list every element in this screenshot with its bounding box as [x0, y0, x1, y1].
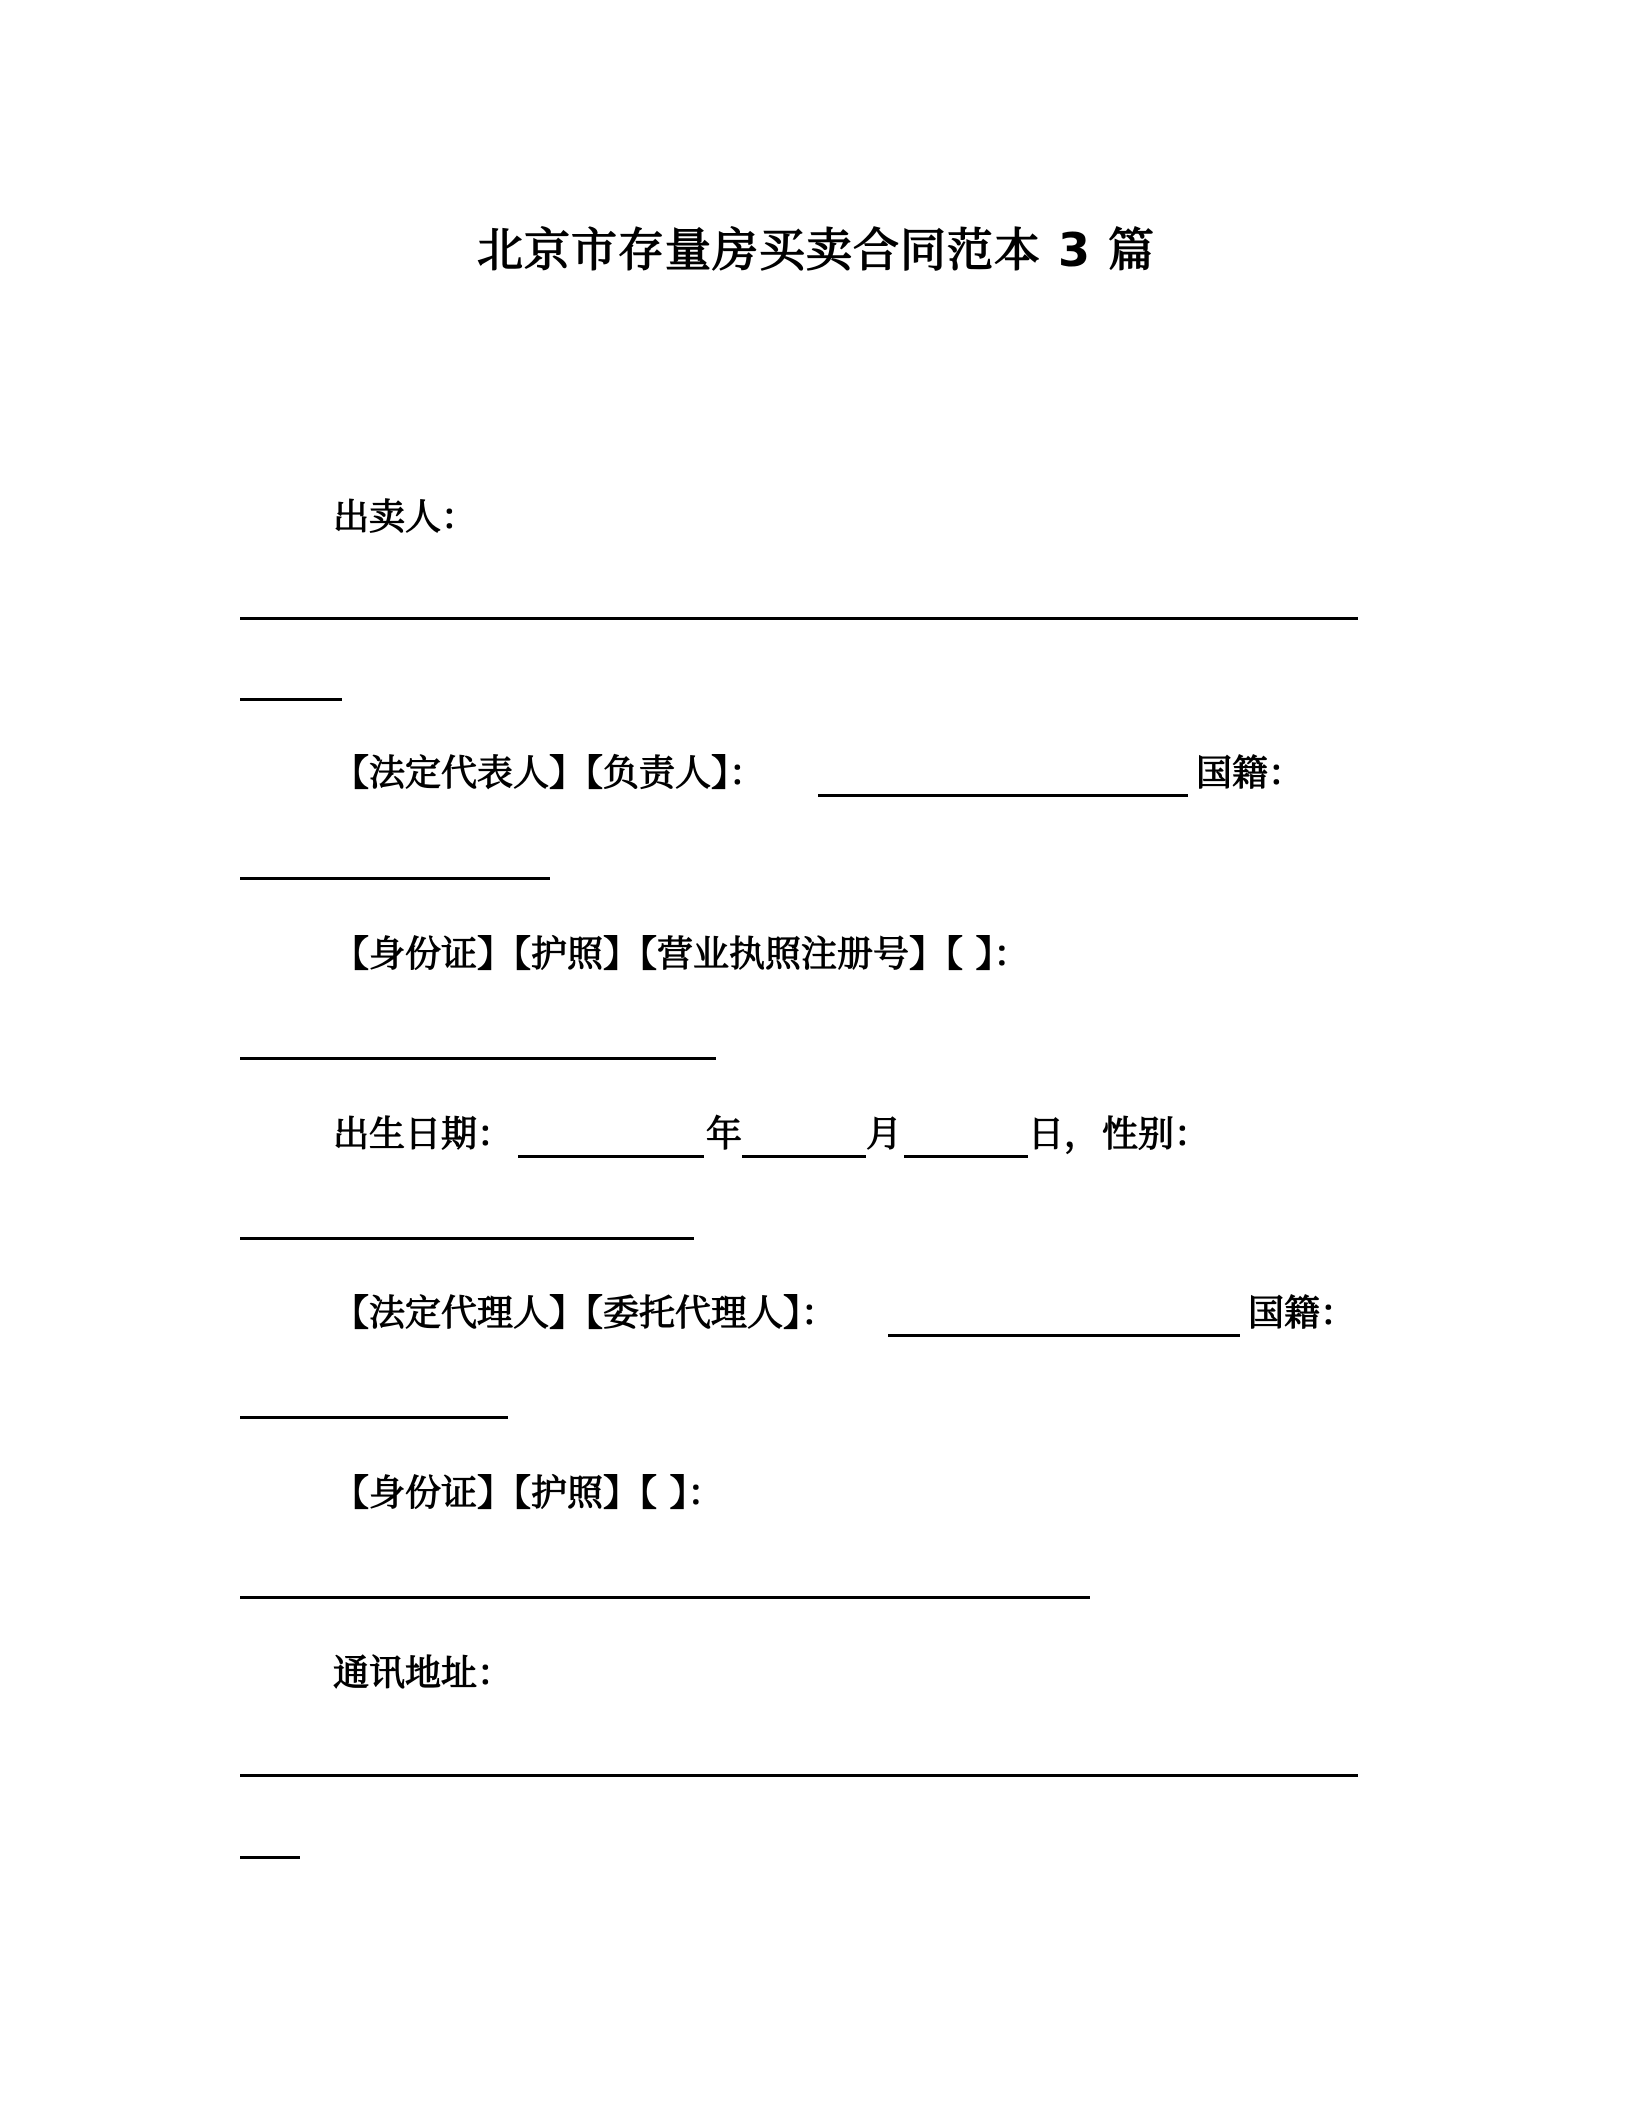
address-blank-line-2: [240, 1856, 300, 1859]
birth-date-label: 出生日期：: [333, 1114, 514, 1155]
id-license-blank: [240, 1057, 716, 1060]
gender-label: 性别：: [1102, 1114, 1211, 1155]
birth-day-blank: [904, 1155, 1028, 1158]
agent-id-label: 【身份证】【护照】【 】：: [333, 1473, 724, 1514]
nationality-label-1: 国籍：: [1196, 753, 1305, 794]
birth-month-blank: [742, 1155, 866, 1158]
gender-blank: [240, 1237, 694, 1240]
legal-representative-label: 【法定代表人】【负责人】：: [333, 753, 766, 794]
seller-label: 出卖人：: [333, 497, 478, 538]
agent-row: [333, 1292, 837, 1336]
birth-row: [333, 1113, 513, 1157]
legal-representative-row: [333, 752, 765, 796]
legal-representative-blank: [818, 794, 1188, 797]
nationality-label-2: 国籍：: [1248, 1293, 1357, 1334]
year-label: 年: [706, 1114, 743, 1155]
seller-blank-line-1: [240, 617, 1358, 620]
agent-label: 【法定代理人】【委托代理人】：: [333, 1293, 838, 1334]
id-license-label: 【身份证】【护照】【营业执照注册号】【 】：: [333, 934, 1030, 975]
day-label: 日，: [1028, 1114, 1101, 1155]
nationality-blank-1: [240, 877, 550, 880]
agent-id-blank: [240, 1596, 1090, 1599]
month-label: 月: [866, 1114, 903, 1155]
birth-year-blank: [518, 1155, 704, 1158]
document-title: 北京市存量房买卖合同范本 3 篇: [476, 223, 1156, 277]
address-label: 通讯地址：: [333, 1653, 514, 1694]
address-blank-line-1: [240, 1774, 1358, 1777]
agent-blank: [888, 1334, 1240, 1337]
seller-blank-line-2: [240, 698, 342, 701]
nationality-blank-2: [240, 1416, 508, 1419]
